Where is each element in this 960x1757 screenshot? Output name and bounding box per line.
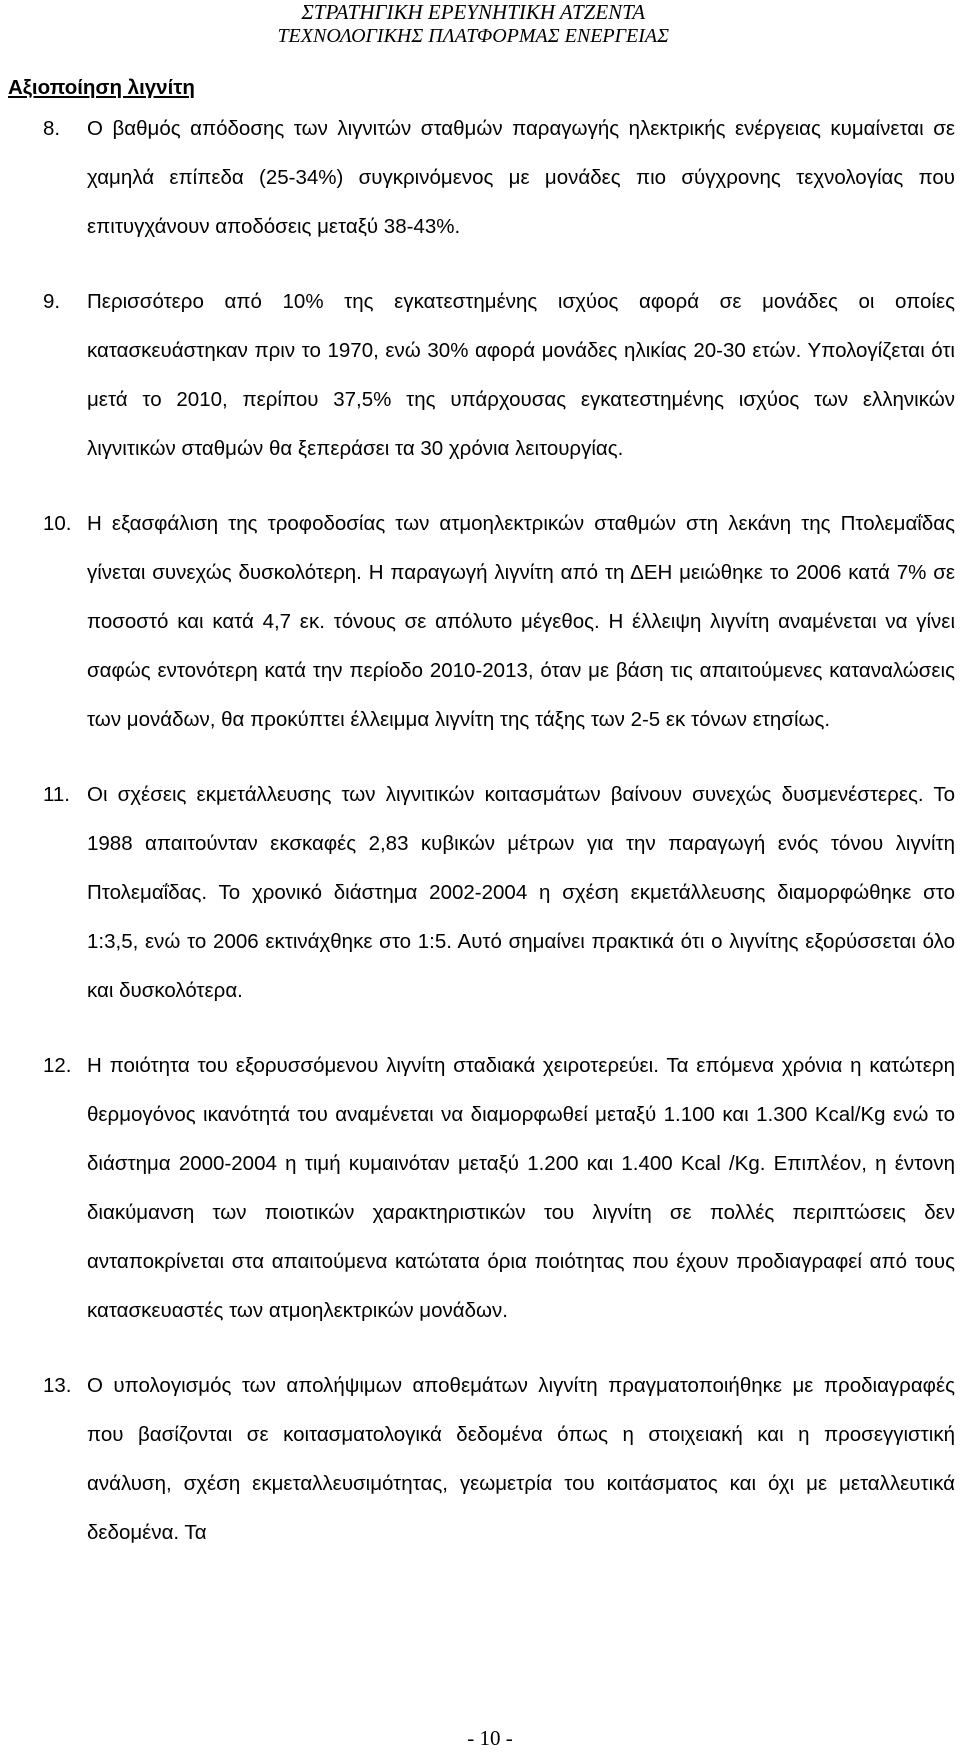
running-header	[277, 0, 669, 48]
list-item-number: 13.	[43, 1374, 72, 1397]
list-item	[43, 770, 955, 1015]
list-item-number: 8.	[43, 117, 61, 140]
numbered-list	[43, 104, 955, 1557]
section-title: Αξιοποίηση λιγνίτη	[8, 76, 195, 99]
list-item-number: 12.	[43, 1054, 72, 1077]
list-item-number: 9.	[43, 290, 61, 313]
list-item	[43, 499, 955, 744]
list-item-text: Η ποιότητα του εξορυσσόμενου λιγνίτη σταδιακά χειροτερεύει. Τα επόμενα χρόνια η κατώτερη θερμογόνος ικανότητά του αναμένεται να διαμορφωθεί μεταξύ 1.100 και 1.300 Kcal/Kg ενώ το διάστημα 2000-2004 η τιμή κυμαινόταν μεταξύ 1.200 και 1.400 Kcal /Kg. Επιπλέον, η έντονη διακύμανση των ποιοτικών χαρακτηριστικών του λιγνίτη σε πολλές περιπτώσεις δεν ανταποκρίνεται στα απαιτούμενα κατώτατα όρια ποιότητας που έχουν προδιαγραφεί από τους κατασκευαστές των ατμοηλεκτρικών μονάδων.	[87, 1054, 955, 1322]
list-item	[43, 104, 955, 251]
list-item-text: Ο βαθμός απόδοσης των λιγνιτών σταθμών παραγωγής ηλεκτρικής ενέργειας κυμαίνεται σε χαμηλά επίπεδα (25-34%) συγκρινόμενος με μονάδες πιο σύγχρονης τεχνολογίας που επιτυγχάνουν αποδόσεις μεταξύ 38-43%.	[87, 117, 955, 238]
list-item-text: Η εξασφάλιση της τροφοδοσίας των ατμοηλεκτρικών σταθμών στη λεκάνη της Πτολεμαΐδας γίνεται συνεχώς δυσκολότερη. Η παραγωγή λιγνίτη από τη ΔΕΗ μειώθηκε το 2006 κατά 7% σε ποσοστό και κατά 4,7 εκ. τόνους σε απόλυτο μέγεθος. Η έλλειψη λιγνίτη αναμένεται να γίνει σαφώς εντονότερη κατά την περίοδο 2010-2013, όταν με βάση τις απαιτούμενες καταναλώσεις των μονάδων, θα προκύπτει έλλειμμα λιγνίτη της τάξης των 2-5 εκ τόνων ετησίως.	[87, 512, 955, 731]
header-line-2: ΤΕΧΝΟΛΟΓΙΚΗΣ ΠΛΑΤΦΟΡΜΑΣ ΕΝΕΡΓΕΙΑΣ	[277, 25, 669, 47]
list-item-text: Περισσότερο από 10% της εγκατεστημένης ισχύος αφορά σε μονάδες οι οποίες κατασκευάστηκαν πριν το 1970, ενώ 30% αφορά μονάδες ηλικίας 20-30 ετών. Υπολογίζεται ότι μετά το 2010, περίπου 37,5% της υπάρχουσας εγκατεστημένης ισχύος των ελληνικών λιγνιτικών σταθμών θα ξεπεράσει τα 30 χρόνια λειτουργίας.	[87, 290, 955, 460]
list-item	[43, 277, 955, 473]
page-number: - 10 -	[467, 1726, 513, 1750]
list-item-number: 11.	[43, 783, 70, 806]
list-item-text: Οι σχέσεις εκμετάλλευσης των λιγνιτικών κοιτασμάτων βαίνουν συνεχώς δυσμενέστερες. Το 1988 απαιτούνταν εκσκαφές 2,83 κυβικών μέτρων για την παραγωγή ενός τόνου λιγνίτη Πτολεμαΐδας. Το χρονικό διάστημα 2002-2004 η σχέση εκμετάλλευσης διαμορφώθηκε στο 1:3,5, ενώ το 2006 εκτινάχθηκε στο 1:5. Αυτό σημαίνει πρακτικά ότι ο λιγνίτης εξορύσσεται όλο και δυσκολότερα.	[87, 783, 955, 1002]
header-line-1: ΣΤΡΑΤΗΓΙΚΗ ΕΡΕΥΝΗΤΙΚΗ ΑΤΖΕΝΤΑ	[301, 0, 646, 24]
list-item-text: Ο υπολογισμός των απολήψιμων αποθεμάτων λιγνίτη πραγματοποιήθηκε με προδιαγραφές που βασίζονται σε κοιτασματολογικά δεδομένα όπως η στοιχειακή και η προσεγγιστική ανάλυση, σχέση εκμεταλλευσιμότητας, γεωμετρία του κοιτάσματος και όχι με μεταλλευτικά δεδομένα. Τα	[87, 1374, 955, 1544]
list-item	[43, 1361, 955, 1557]
list-item	[43, 1041, 955, 1335]
list-item-number: 10.	[43, 512, 72, 535]
